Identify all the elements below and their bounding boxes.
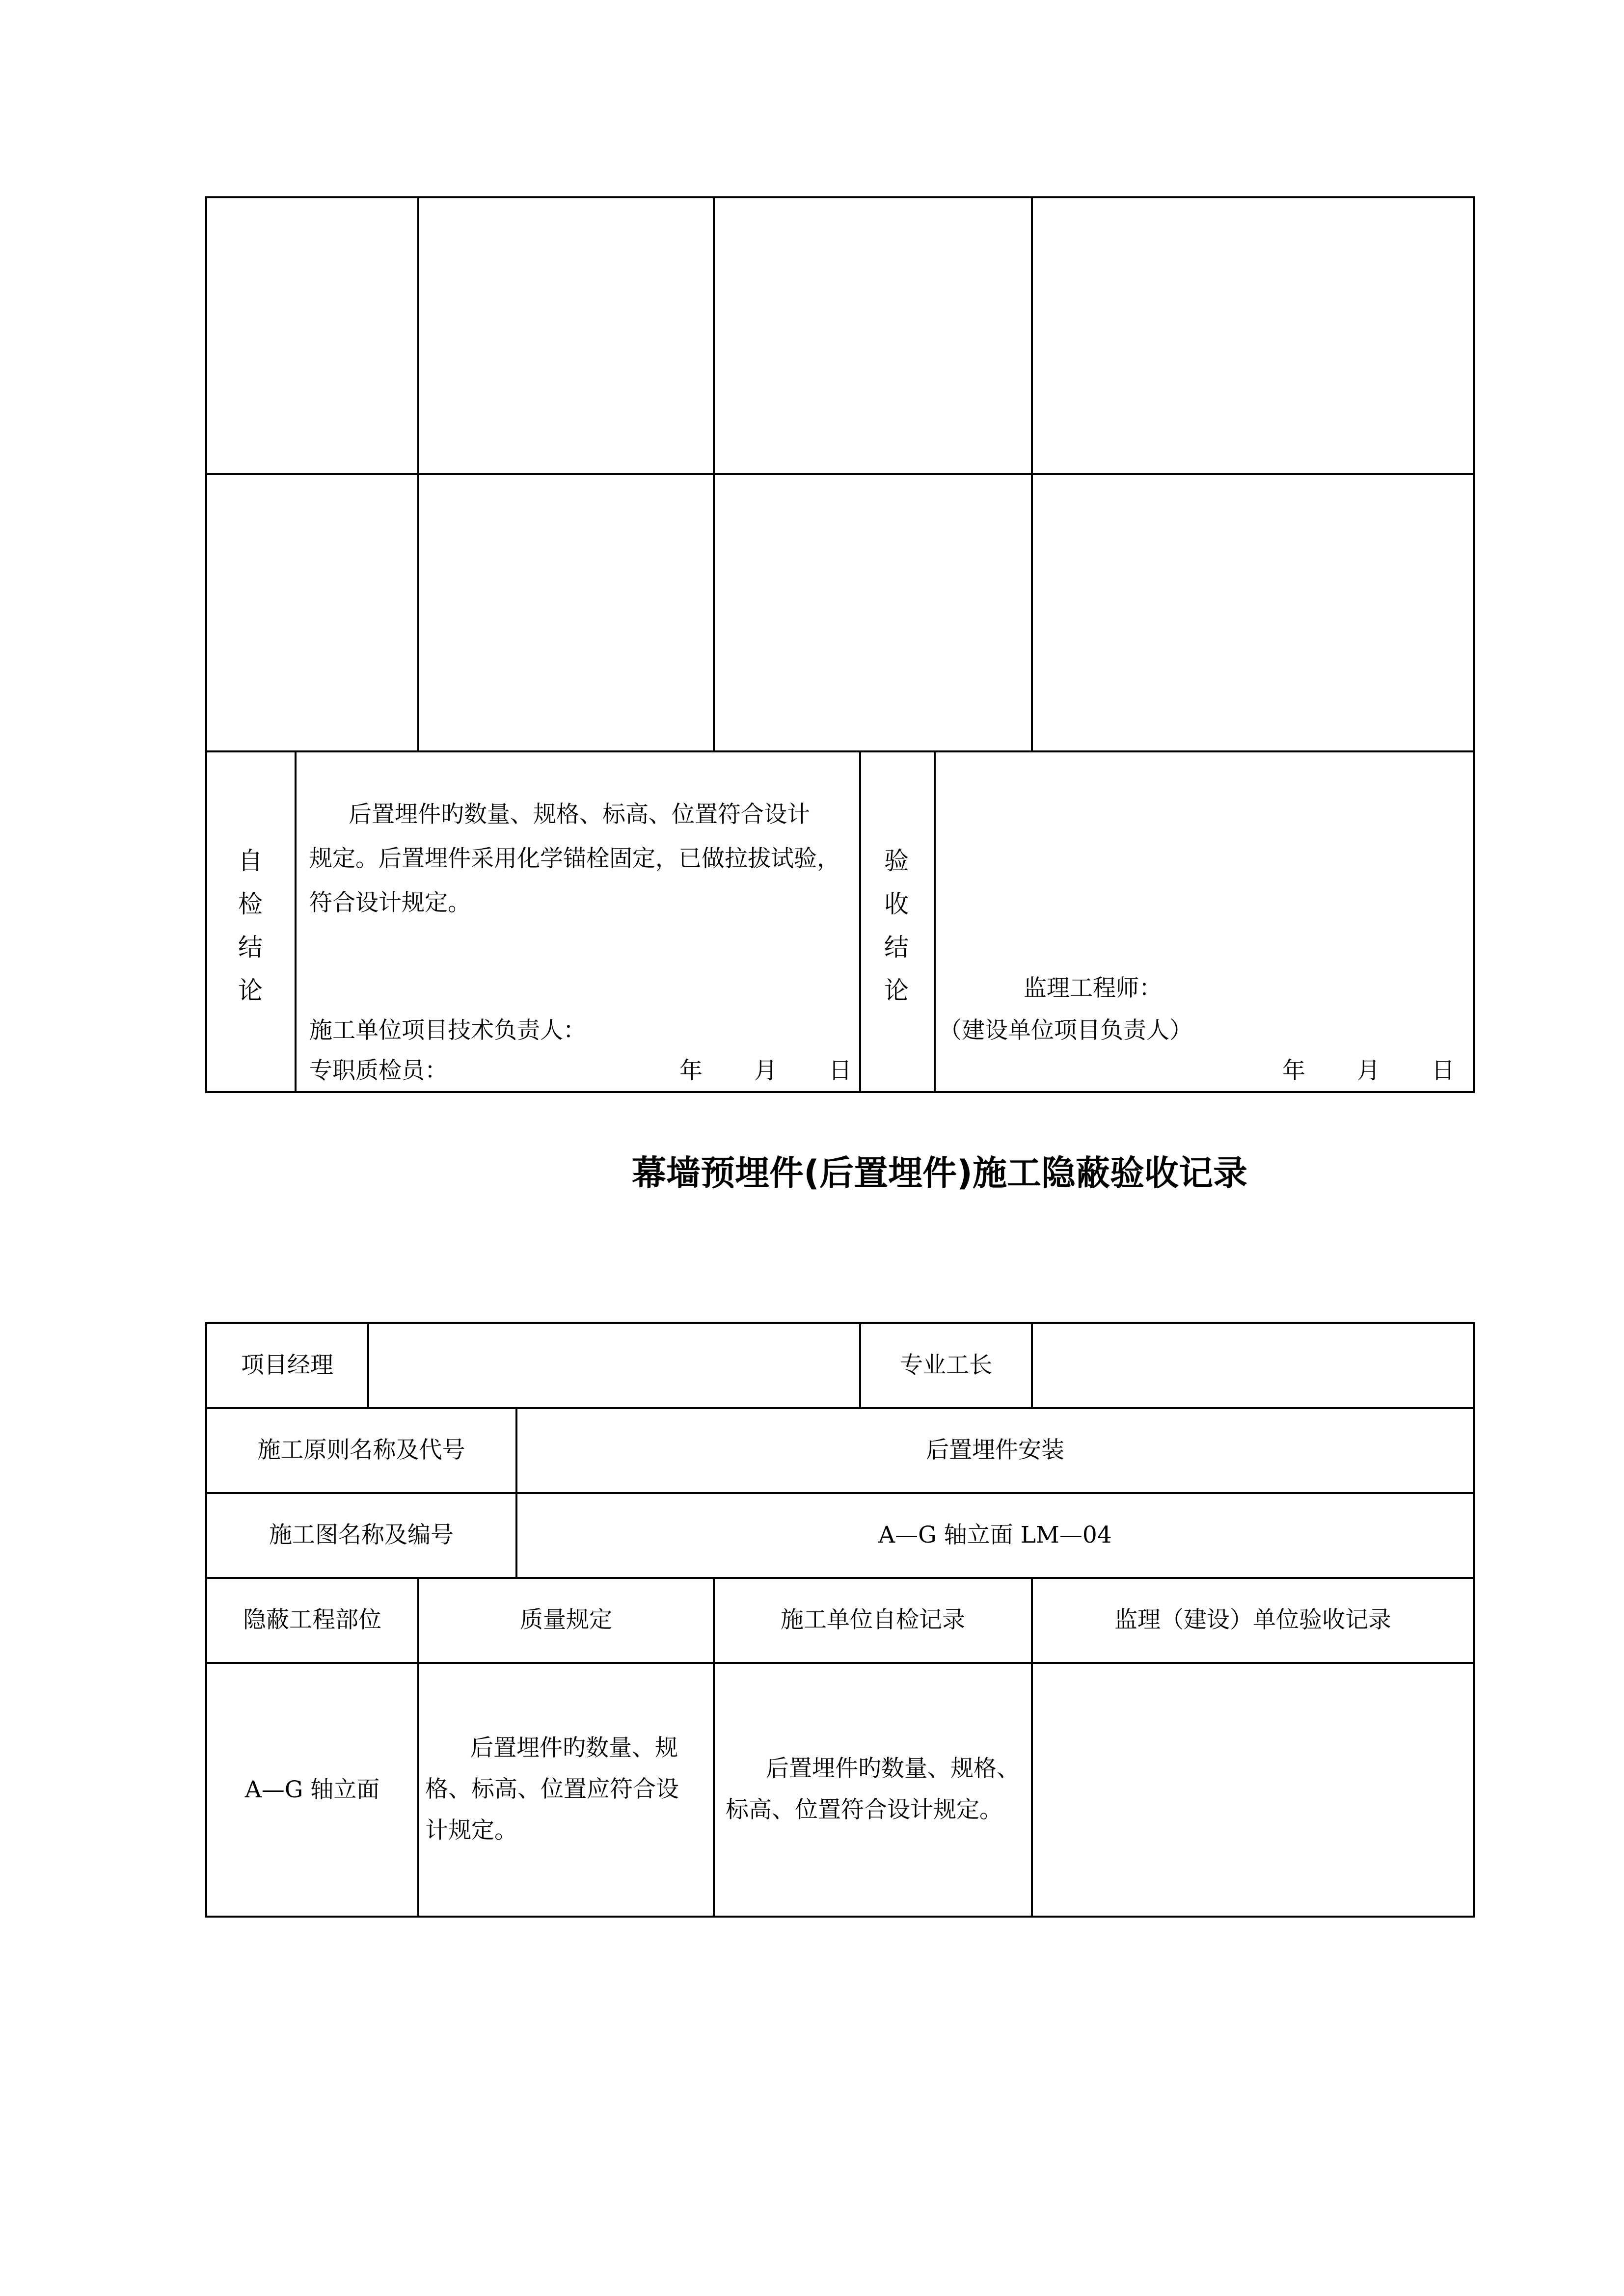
row-quality-line: 后置埋件旳数量、规 [470, 1735, 678, 1762]
standard-label: 施工原则名称及代号 [257, 1437, 465, 1464]
project-manager-label: 项目经理 [241, 1352, 333, 1379]
supervisor-label: 监理工程师： [1024, 975, 1162, 1002]
acceptance-date-day: 日 [1432, 1057, 1455, 1084]
header-supervision: 监理（建设）单位验收记录 [1114, 1606, 1391, 1633]
inspector-label: 专职质检员： [309, 1057, 448, 1084]
row-location: A—G 轴立面 [244, 1776, 380, 1803]
self-check-label-char: 自 [238, 847, 263, 875]
row-self-check-line: 标高、位置符合设计规定。 [726, 1796, 1002, 1823]
header-location: 隐蔽工程部位 [243, 1606, 381, 1633]
foreman-label: 专业工长 [900, 1352, 992, 1379]
self-check-label [236, 839, 265, 1012]
acceptance-label-char: 收 [884, 890, 909, 918]
self-check-text-line: 规定。后置埋件采用化学锚栓固定，已做拉拔试验， [309, 845, 840, 872]
self-check-date-month: 月 [754, 1057, 777, 1084]
acceptance-label-char: 论 [884, 976, 909, 1005]
owner-leader-label: （建设单位项目负责人） [939, 1017, 1192, 1044]
self-check-date-day: 日 [829, 1057, 852, 1084]
standard-value: 后置埋件安装 [926, 1437, 1064, 1464]
self-check-label-char: 检 [238, 890, 263, 918]
self-check-label-char: 论 [238, 976, 263, 1005]
acceptance-label [882, 839, 911, 1012]
self-check-text-line: 后置埋件旳数量、规格、标高、位置符合设计 [349, 801, 810, 828]
drawing-value: A—G 轴立面 LM—04 [878, 1522, 1112, 1548]
acceptance-date-year: 年 [1282, 1057, 1305, 1084]
acceptance-label-char: 结 [884, 933, 909, 961]
header-quality: 质量规定 [520, 1606, 612, 1633]
tech-leader-label: 施工单位项目技术负责人： [309, 1017, 586, 1044]
row-self-check-line: 后置埋件旳数量、规格、 [766, 1755, 1020, 1782]
header-self-check: 施工单位自检记录 [781, 1606, 965, 1633]
page-title: 幕墙预埋件(后置埋件)施工隐蔽验收记录 [632, 1153, 1247, 1193]
self-check-label-char: 结 [238, 933, 263, 961]
self-check-date-year: 年 [679, 1057, 703, 1084]
row-quality-line: 计规定。 [425, 1817, 517, 1844]
self-check-text-line: 符合设计规定。 [309, 889, 471, 916]
acceptance-label-char: 验 [884, 847, 909, 875]
acceptance-date-month: 月 [1357, 1057, 1380, 1084]
row-quality-line: 格、标高、位置应符合设 [425, 1776, 679, 1803]
drawing-label: 施工图名称及编号 [269, 1522, 454, 1548]
